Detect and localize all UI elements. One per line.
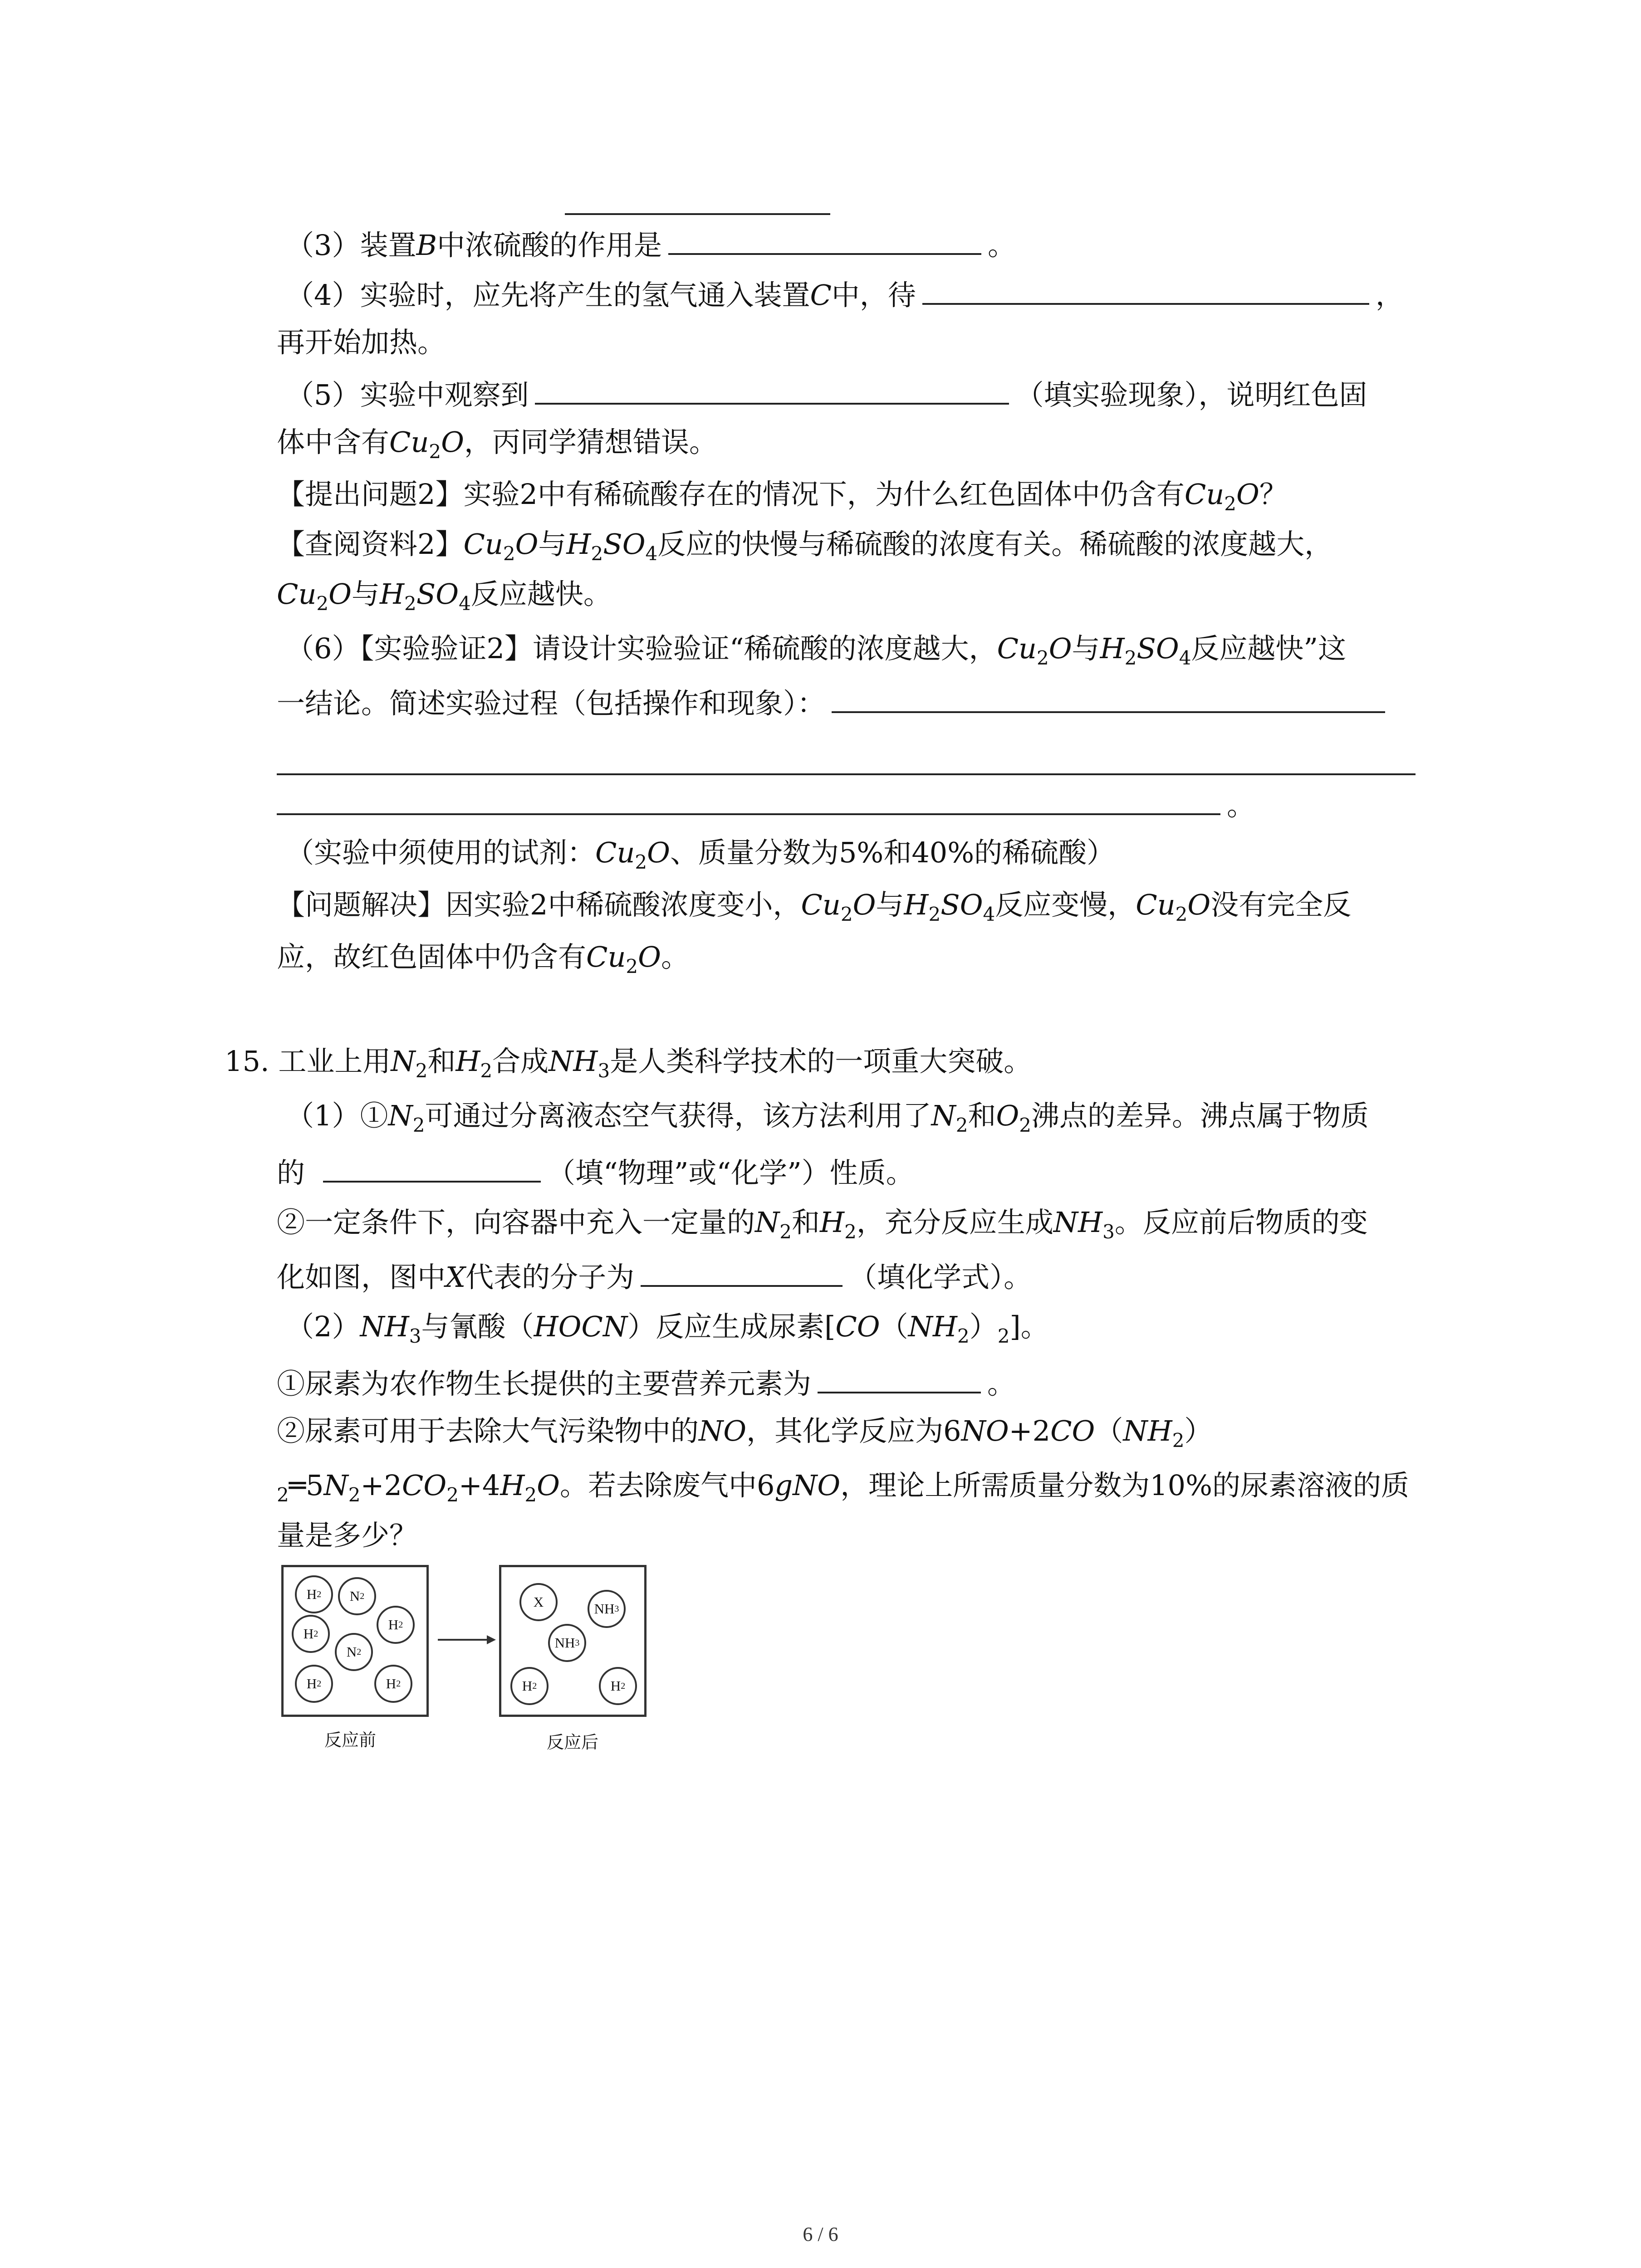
question-5-line2: 体中含有$Cu_2O$，丙同学猜想错误。: [277, 425, 717, 463]
molecule-h2: H 2: [374, 1665, 412, 1703]
question-6-reagents: （实验中须使用的试剂：$Cu_2O$、质量分数为5%和40%的稀硫酸）: [286, 836, 1115, 873]
molecule-n2: N 2: [338, 1577, 376, 1615]
question-6: （6）【实验验证2】请设计实验验证“稀硫酸的浓度越大，$Cu_2O$与$H_2SO_4$反应越快”这: [286, 632, 1347, 669]
question-5: （5）实验中观察到 （填实验现象），说明红色固: [286, 376, 1367, 413]
diagram-after-label: 反应后: [547, 1732, 599, 1752]
answer-blank-q15-1[interactable]: [323, 1154, 541, 1183]
molecule-h2: H 2: [292, 1615, 330, 1653]
question-15-part1-2-line2: 化如图，图中X代表的分子为 （填化学式）。: [277, 1259, 1032, 1295]
answer-blank-q15-2[interactable]: [641, 1259, 843, 1287]
question-15: 15. 工业上用$N_2$和$H_2$合成$NH_3$是人类科学技术的一项重大突破。: [225, 1045, 1032, 1082]
answer-blank-q6-b[interactable]: [277, 773, 1416, 775]
answer-blank-top: [565, 213, 830, 215]
molecule-n2: N 2: [335, 1633, 373, 1671]
problem-2: 【提出问题2】实验2中有稀硫酸存在的情况下，为什么红色固体中仍含有$Cu_2O$？: [277, 478, 1288, 515]
question-3: （3）装置B中浓硫酸的作用是 。: [286, 227, 1016, 264]
reference-2: 【查阅资料2】$Cu_2O$与$H_2SO_4$反应的快慢与稀硫酸的浓度有关。稀硫酸的浓度越大，: [277, 528, 1333, 565]
question-15-part2-2: ②尿素可用于去除大气污染物中的NO，其化学反应为$6NO+2CO(NH_2)$: [277, 1414, 1213, 1452]
problem-solution: 【问题解决】因实验2中稀硫酸浓度变小，$Cu_2O$与$H_2SO_4$反应变慢，$Cu_2O$没有完全反: [277, 888, 1352, 925]
reaction-arrow-icon: [438, 1633, 497, 1647]
page-number: 6 / 6: [803, 2223, 838, 2245]
question-15-part2: $(2)NH_3$与氰酸（HOCN）反应生成尿素$[CO(NH_2)_2]$。: [286, 1310, 1049, 1347]
molecule-h2: H 2: [510, 1667, 549, 1705]
molecule-h2: H 2: [377, 1606, 415, 1644]
question-15-part2-1: ①尿素为农作物生长提供的主要营养元素为 。: [277, 1365, 1015, 1402]
problem-solution-line2: 应，故红色固体中仍含有$Cu_2O$。: [277, 940, 689, 978]
question-15-part2-2-line3: 量是多少？: [277, 1519, 418, 1552]
molecule-h2: H 2: [599, 1667, 637, 1705]
answer-blank-q15-3[interactable]: [818, 1365, 981, 1393]
diagram-after-box: [499, 1565, 647, 1717]
question-6-line2: 一结论。简述实验过程（包括操作和现象）：: [277, 685, 1391, 722]
diagram-before-label: 反应前: [324, 1730, 377, 1750]
diagram-before-box: [281, 1565, 429, 1717]
answer-blank-q6-a[interactable]: [832, 685, 1385, 713]
question-15-part1: $(1)①N_2$可通过分离液态空气获得，该方法利用了$N_2$和$O_2$沸点的差异。沸点属于物质: [286, 1099, 1369, 1136]
question-15-part2-2-line2: $_2═5N_2+2CO_2+4H_2O$。若去除废气中6gNO，理论上所需质量分数为10%的尿素溶液的质: [277, 1469, 1410, 1506]
molecule-h2: H 2: [295, 1575, 333, 1613]
question-15-part1-line2: 的 （填“物理”或“化学”）性质。: [277, 1154, 914, 1191]
question-6-line4: 。: [277, 787, 1255, 824]
molecule-x: X: [519, 1583, 558, 1621]
answer-blank-q6-c[interactable]: [277, 787, 1220, 815]
answer-blank-q4[interactable]: [922, 277, 1369, 305]
molecule-nh3: NH 3: [588, 1590, 626, 1628]
reference-2-line2: $Cu_2O$与$H_2SO_4$反应越快。: [277, 577, 612, 615]
molecule-h2: H 2: [295, 1665, 333, 1703]
question-4-line2: 再开始加热。: [277, 326, 446, 359]
question-4: （4）实验时，应先将产生的氢气通入装置C中，待 ，: [286, 277, 1404, 313]
question-15-part1-2: ②一定条件下，向容器中充入一定量的$N_2$和$H_2$，充分反应生成$NH_3$。反应前后物质的变: [277, 1206, 1368, 1243]
molecule-nh3: NH 3: [548, 1624, 586, 1662]
answer-blank-q3[interactable]: [668, 227, 981, 255]
answer-blank-q5[interactable]: [535, 376, 1009, 405]
